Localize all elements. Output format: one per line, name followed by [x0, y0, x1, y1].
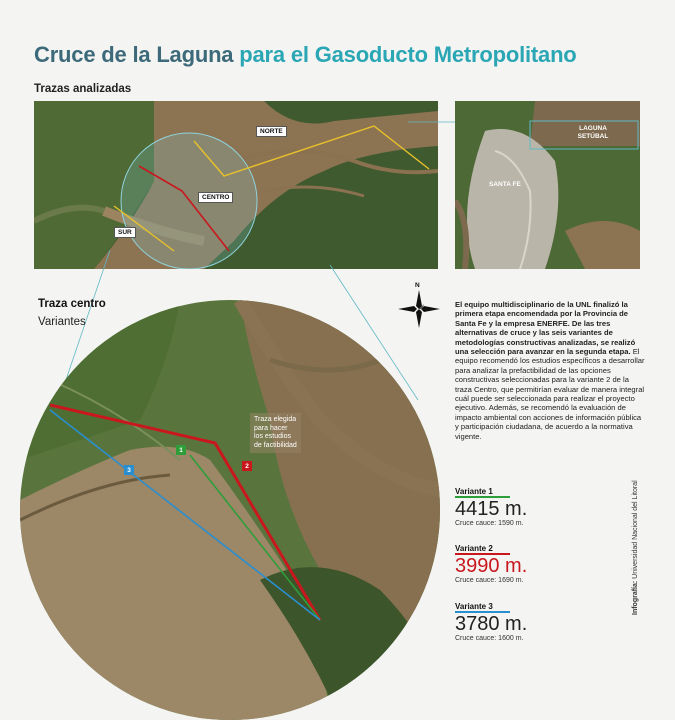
description-text	[455, 300, 645, 441]
description-normal: El equipo recomendó los estudios específicos a desarrollar para analizar la prefactibilidad de las opciones constructivas seleccionadas para la variante 2 de la traza Centro, que permitirían evaluar de manera integral cuál puede ser seleccionada para realizar el proyecto ejecutivo. Además, se recomendó la evaluación de impacto ambiental con acciones de información pública y participación ciudadana, de acuerdo a la normativa vigente.	[455, 347, 645, 441]
label-laguna-setubal: LAGUNA SETÚBAL	[577, 125, 609, 140]
variant-1	[455, 487, 527, 527]
label-santa-fe: SANTA FE	[489, 181, 521, 188]
infographic-credit: Infografía: Universidad Nacional del Litoral	[632, 480, 639, 615]
detail-title: Traza centro	[38, 298, 106, 310]
detail-subtitle: Variantes	[38, 316, 86, 328]
variant-3	[455, 602, 527, 642]
variant-1-value: 4415 m.	[455, 498, 528, 520]
description-bold: El equipo multidisciplinario de la UNL finalizó la primera etapa encomendada por la Provincia de Santa Fe y la empresa ENERFE. De las tres alternativas de cruce y las seis variantes de metodologías constructivas analizadas, se realizó una selección para avanzar en la segunda etapa.	[455, 300, 636, 357]
detail-map-circle	[20, 300, 440, 720]
label-norte: NORTE	[256, 126, 287, 137]
variant-3-label: Variante 3	[455, 602, 493, 611]
variant-2-value: 3990 m.	[455, 555, 528, 577]
variant-2-sub: Cruce cauce: 1690 m.	[455, 577, 524, 584]
satellite-map-santa-fe	[455, 101, 640, 269]
page-title: Cruce de la Laguna para el Gasoducto Metropolitano	[34, 42, 577, 67]
variant-3-value: 3780 m.	[455, 613, 528, 635]
detail-map-graphic	[20, 300, 440, 720]
badge-variant-1: 1	[176, 445, 186, 455]
variant-1-label: Variante 1	[455, 487, 493, 496]
badge-variant-2: 2	[242, 461, 252, 471]
chosen-route-note: Traza elegida para hacer los estudios de factibilidad	[250, 413, 301, 453]
variant-2	[455, 544, 527, 584]
variant-3-sub: Cruce cauce: 1600 m.	[455, 635, 524, 642]
label-sur: SUR	[114, 227, 136, 238]
compass	[398, 282, 440, 328]
badge-variant-3: 3	[124, 465, 134, 475]
compass-rose-icon	[398, 290, 440, 328]
label-centro: CENTRO	[198, 192, 233, 203]
variant-1-sub: Cruce cauce: 1590 m.	[455, 520, 524, 527]
section-subtitle: Trazas analizadas	[34, 83, 132, 95]
variant-2-label: Variante 2	[455, 544, 493, 553]
compass-north-label: N	[415, 282, 420, 289]
